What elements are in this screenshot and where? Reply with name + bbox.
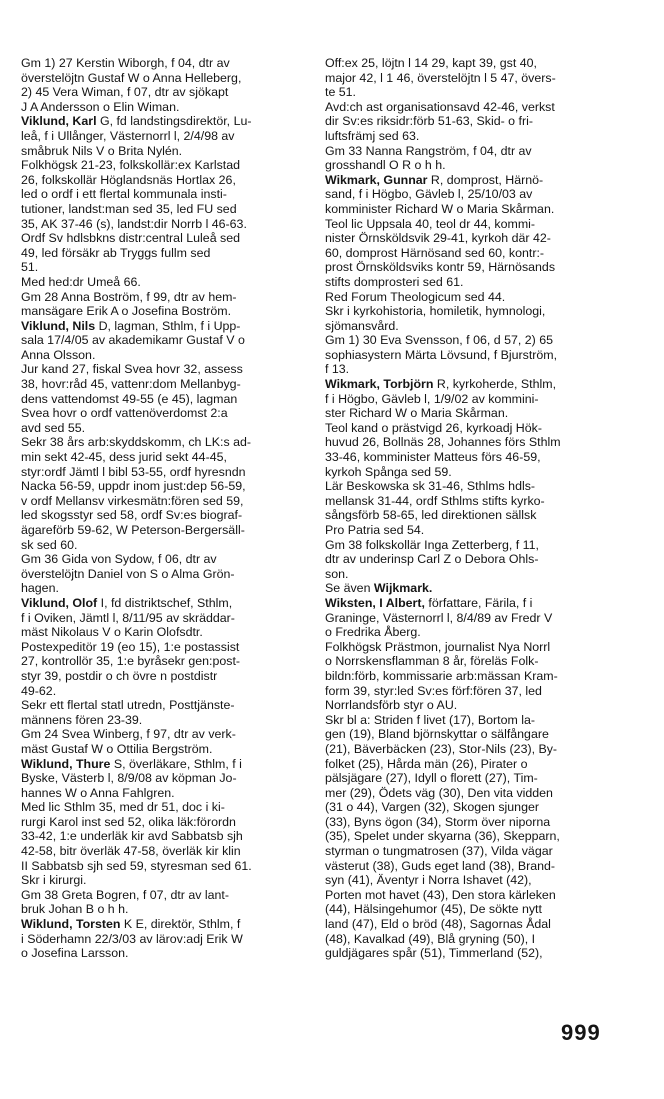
text-line — [21, 392, 315, 407]
text-line — [21, 552, 315, 567]
text-line — [21, 859, 315, 874]
text-line — [21, 144, 315, 159]
text-line — [325, 158, 621, 173]
text-line — [21, 538, 315, 553]
entry-name: Wiklund, Torsten — [21, 917, 121, 932]
line-text: överstelöjtn Daniel von S o Alma Grön- — [21, 566, 235, 581]
text-line — [21, 654, 315, 669]
line-text: avd sed 55. — [21, 420, 86, 435]
text-line — [21, 917, 315, 932]
line-text: II Sabbatsb sjh sed 59, styresman sed 61. — [21, 858, 252, 873]
text-line — [21, 757, 315, 772]
text-line — [325, 231, 621, 246]
text-line — [21, 844, 315, 859]
text-line — [21, 888, 315, 903]
entry-name: Wiksten, I Albert, — [325, 595, 425, 610]
line-text: Byske, Västerb l, 8/9/08 av köpman Jo- — [21, 771, 237, 786]
line-text: Pro Patria sed 54. — [325, 523, 425, 537]
text-line — [21, 946, 315, 961]
text-line — [325, 844, 621, 859]
line-text: f 13. — [325, 362, 350, 377]
text-line — [325, 173, 621, 188]
text-line — [325, 684, 621, 699]
line-text: o Josefina Larsson. — [21, 946, 129, 961]
line-text: Gm 38 folkskollär Inga Zetterberg, f 11, — [325, 537, 539, 552]
line-text: Nacka 56-59, uppdr inom just:dep 56-59, — [21, 479, 246, 494]
line-text: komminister Richard W o Maria Skårman. — [325, 201, 555, 216]
text-line — [325, 56, 621, 71]
text-line — [21, 873, 315, 888]
line-text: ster Richard W o Maria Skårman. — [325, 406, 509, 421]
line-text: styr:ordf Jämtl l bibl 53-55, ordf hyresndn — [21, 464, 246, 479]
text-line — [21, 742, 315, 757]
text-line — [21, 290, 315, 305]
line-text: Sekr ett flertal statl utredn, Posttjänste- — [21, 698, 235, 713]
text-line — [325, 319, 621, 334]
line-text: f i Oviken, Jämtl l, 8/11/95 av skräddar- — [21, 610, 235, 625]
line-text: (48), Kavalkad (49), Blå gryning (50), I — [325, 931, 536, 946]
line-text: (35), Spelet under skyarna (36), Skepparn, — [325, 829, 560, 844]
line-text: mansägare Erik A o Josefina Boström. — [21, 304, 232, 319]
line-text: 33-42, 1:e underläk kir avd Sabbatsb sjh — [21, 829, 243, 844]
text-line — [325, 129, 621, 144]
text-line — [325, 786, 621, 801]
entry-name: Viklund, Nils — [21, 318, 96, 333]
line-text: (44), Hälsingehumor (45), De sökte nytt — [325, 902, 542, 917]
line-text: o Fredrika Åberg. — [325, 625, 421, 640]
line-text: Anna Olsson. — [21, 347, 96, 362]
text-line — [21, 377, 315, 392]
line-text: överstelöjtn Gustaf W o Anna Helleberg, — [21, 70, 242, 85]
text-line — [325, 508, 621, 523]
line-text: form 39, styr:led Sv:es förf:fören 37, led — [325, 683, 542, 698]
line-text: Lär Beskowska sk 31-46, Sthlms hdls- — [325, 479, 536, 494]
text-line — [21, 260, 315, 275]
text-line — [325, 596, 621, 611]
line-text: Gm 1) 30 Eva Svensson, f 06, d 57, 2) 65 — [325, 333, 553, 348]
text-line — [21, 362, 315, 377]
text-line — [325, 100, 621, 115]
text-line — [325, 611, 621, 626]
line-text: S, överläkare, Sthlm, f i — [110, 756, 242, 771]
line-text: bruk Johan B o h h. — [21, 902, 129, 917]
line-text: sala 17/4/05 av akademikamr Gustaf V o — [21, 333, 245, 348]
line-text: Porten mot havet (43), Den stora kärleken — [325, 887, 556, 902]
text-line — [325, 538, 621, 553]
line-text: guldjägares spår (51), Timmerland (52), — [325, 946, 543, 961]
text-line — [325, 567, 621, 582]
line-text: leå, f i Ullånger, Västernorrl l, 2/4/98 av — [21, 128, 235, 143]
line-text: pälsjägare (27), Idyll o florett (27), Tim- — [325, 771, 538, 786]
line-text: v ordf Mellansv virkesmätn:fören sed 59, — [21, 493, 244, 508]
text-line — [21, 567, 315, 582]
line-text: Se även — [325, 581, 374, 596]
entry-name: Viklund, Olof — [21, 595, 98, 610]
line-text: Teol lic Uppsala 40, teol dr 44, kommi- — [325, 216, 536, 231]
line-text: Gm 36 Gida von Sydow, f 06, dtr av — [21, 552, 217, 567]
text-line — [21, 231, 315, 246]
line-text: 42-58, bitr överläk 47-58, överläk kir klin — [21, 844, 241, 859]
text-line — [21, 71, 315, 86]
line-text: syn (41), Äventyr i Norra Ishavet (42), — [325, 873, 532, 888]
text-line — [21, 713, 315, 728]
text-line — [325, 946, 621, 961]
right-column — [325, 56, 621, 961]
text-line — [21, 348, 315, 363]
line-text: Skr i kirurgi. — [21, 873, 87, 888]
text-line — [325, 187, 621, 202]
line-text: Gm 1) 27 Kerstin Wiborgh, f 04, dtr av — [21, 56, 230, 70]
line-text: land (47), Eld o bröd (48), Sagornas Ådal — [325, 917, 551, 932]
text-line — [21, 217, 315, 232]
text-line — [325, 144, 621, 159]
line-text: Med hed:dr Umeå 66. — [21, 274, 141, 289]
cross-reference-name: Wijkmark. — [373, 581, 433, 596]
text-line — [21, 202, 315, 217]
text-line — [21, 829, 315, 844]
text-line — [21, 771, 315, 786]
text-line — [21, 333, 315, 348]
text-line — [325, 377, 621, 392]
line-text: folket (25), Hårda män (26), Pirater o — [325, 756, 528, 771]
line-text: bildn:förb, kommissarie arb:mässan Kram- — [325, 668, 558, 683]
line-text: styrman o tungmatrosen (37), Vilda vägar — [325, 844, 553, 859]
line-text: dtr av underinsp Carl Z o Debora Ohls- — [325, 552, 539, 567]
text-line — [21, 85, 315, 100]
text-line — [21, 129, 315, 144]
text-line — [325, 932, 621, 947]
text-line — [21, 611, 315, 626]
line-text: ägareförb 59-62, W Peterson-Bergersäll- — [21, 523, 245, 537]
line-text: D, lagman, Sthlm, f i Upp- — [95, 318, 241, 333]
text-line — [325, 859, 621, 874]
line-text: sångsförb 58-65, led direktionen sällsk — [325, 508, 537, 523]
line-text: (31 o 44), Vargen (32), Skogen sjunger — [325, 800, 539, 815]
text-line — [325, 888, 621, 903]
text-line — [325, 450, 621, 465]
text-line — [21, 406, 315, 421]
line-text: 49-62. — [21, 683, 57, 698]
line-text: son. — [325, 566, 349, 581]
text-line — [21, 800, 315, 815]
text-line — [325, 85, 621, 100]
text-line — [325, 771, 621, 786]
text-line — [325, 829, 621, 844]
line-text: Folkhögsk 21-23, folkskollär:ex Karlstad — [21, 158, 241, 173]
text-line — [21, 479, 315, 494]
text-line — [325, 217, 621, 232]
text-line — [325, 669, 621, 684]
page-number: 999 — [561, 1020, 601, 1045]
line-text: 38, hovr:råd 45, vattenr:dom Mellanbyg- — [21, 377, 241, 392]
line-text: Sekr 38 års arb:skyddskomm, ch LK:s ad- — [21, 435, 252, 450]
line-text: Teol kand o prästvigd 26, kyrkoadj Hök- — [325, 420, 542, 435]
text-line — [325, 742, 621, 757]
line-text: te 51. — [325, 85, 357, 100]
line-text: huvud 26, Bollnäs 28, Johannes förs Sthlm — [325, 435, 561, 450]
line-text: Gm 33 Nanna Rangström, f 04, dtr av — [325, 143, 532, 158]
line-text: tutioner, landst:man sed 35, led FU sed — [21, 201, 237, 216]
text-line — [325, 523, 621, 538]
text-line — [21, 304, 315, 319]
line-text: hagen. — [21, 581, 59, 596]
line-text: gen (19), Bland björnskyttar o sälfångare — [325, 727, 549, 742]
line-text: Postexpeditör 19 (eo 15), 1:e postassist — [21, 639, 240, 654]
text-line — [21, 173, 315, 188]
text-line — [21, 932, 315, 947]
entry-name: Wikmark, Torbjörn — [325, 377, 434, 392]
left-column — [21, 56, 315, 961]
line-text: Norrlandsförb styr o AU. — [325, 698, 458, 713]
line-text: led skogsstyr sed 58, ordf Sv:es biograf- — [21, 508, 243, 523]
line-text: J A Andersson o Elin Wiman. — [21, 99, 180, 114]
line-text: småbruk Nils V o Brita Nylén. — [21, 143, 183, 158]
line-text: sophiasystern Märta Lövsund, f Bjurström, — [325, 347, 558, 362]
text-line — [21, 669, 315, 684]
text-line — [325, 494, 621, 509]
line-text: Gm 24 Svea Winberg, f 97, dtr av verk- — [21, 727, 236, 742]
text-line — [21, 494, 315, 509]
line-text: rurgi Karol inst sed 52, olika läk:förordn — [21, 814, 236, 829]
line-text: Red Forum Theologicum sed 44. — [325, 289, 506, 304]
line-text: hannes W o Anna Fahlgren. — [21, 785, 175, 800]
line-text: grosshandl O R o h h. — [325, 158, 446, 173]
line-text: (21), Bäverbäcken (23), Stor-Nils (23), By- — [325, 741, 558, 756]
text-line — [21, 523, 315, 538]
text-line — [325, 304, 621, 319]
text-line — [325, 465, 621, 480]
text-line — [21, 421, 315, 436]
text-line — [325, 552, 621, 567]
text-line — [325, 479, 621, 494]
line-text: prost Örnsköldsviks kontr 59, Härnösands — [325, 260, 556, 275]
text-line — [21, 815, 315, 830]
text-line — [21, 100, 315, 115]
text-line — [325, 202, 621, 217]
line-text: mellansk 31-44, ordf Sthlms stifts kyrko- — [325, 493, 545, 508]
line-text: mäst Gustaf W o Ottilia Bergström. — [21, 741, 213, 756]
line-text: luftsfrämj sed 63. — [325, 128, 420, 143]
line-text: sjömansvård. — [325, 318, 399, 333]
line-text: styr 39, postdir o ch övre n postdistr — [21, 668, 218, 683]
line-text: Med lic Sthlm 35, med dr 51, doc i ki- — [21, 800, 225, 815]
line-text: 51. — [21, 260, 39, 275]
text-line — [325, 114, 621, 129]
text-line — [21, 625, 315, 640]
text-line — [21, 187, 315, 202]
line-text: författare, Färila, f i — [424, 595, 533, 610]
line-text: västerut (38), Guds eget land (38), Brand- — [325, 858, 556, 873]
text-line — [21, 56, 315, 71]
line-text: 35, AK 37-46 (s), landst:dir Norrb l 46-63. — [21, 216, 247, 231]
entry-name: Viklund, Karl — [21, 114, 97, 129]
entry-name: Wiklund, Thure — [21, 756, 111, 771]
line-text: mäst Nikolaus V o Karin Olofsdtr. — [21, 625, 203, 640]
text-line — [325, 654, 621, 669]
text-line — [21, 319, 315, 334]
text-line — [325, 800, 621, 815]
line-text: G, fd landstingsdirektör, Lu- — [96, 114, 252, 129]
text-line — [325, 640, 621, 655]
line-text: Skr bl a: Striden f livet (17), Bortom la- — [325, 712, 536, 727]
line-text: Avd:ch ast organisationsavd 42-46, verkst — [325, 99, 555, 114]
text-line — [21, 786, 315, 801]
line-text: i Söderhamn 22/3/03 av lärov:adj Erik W — [21, 931, 243, 946]
line-text: Off:ex 25, löjtn l 14 29, kapt 39, gst 40, — [325, 56, 537, 70]
line-text: Gm 38 Greta Bogren, f 07, dtr av lant- — [21, 887, 229, 902]
text-line — [21, 902, 315, 917]
line-text: o Norrskensflamman 8 år, föreläs Folk- — [325, 654, 539, 669]
line-text: 49, led försäkr ab Tryggs fullm sed — [21, 245, 211, 260]
line-text: 60, domprost Härnösand sed 60, kontr:- — [325, 245, 545, 260]
line-text: Graninge, Västernorrl l, 8/4/89 av Fredr V — [325, 610, 553, 625]
text-line — [325, 713, 621, 728]
line-text: nister Örnsköldsvik 29-41, kyrkoh där 42- — [325, 231, 551, 246]
text-line — [325, 815, 621, 830]
text-line — [21, 640, 315, 655]
text-line — [325, 698, 621, 713]
text-line — [325, 333, 621, 348]
text-line — [21, 246, 315, 261]
text-line — [325, 71, 621, 86]
text-line — [325, 917, 621, 932]
text-line — [325, 421, 621, 436]
line-text: sk sed 60. — [21, 537, 78, 552]
text-line — [325, 435, 621, 450]
text-line — [21, 465, 315, 480]
line-text: K E, direktör, Sthlm, f — [120, 917, 241, 932]
line-text: 33-46, komminister Matteus förs 46-59, — [325, 450, 541, 465]
text-line — [325, 902, 621, 917]
text-line — [21, 698, 315, 713]
line-text: mer (29), Ödets väg (30), Den vita vidden — [325, 785, 553, 800]
text-line — [325, 581, 621, 596]
line-text: dir Sv:es riksidr:förb 51-63, Skid- o fri- — [325, 114, 533, 129]
text-line — [325, 362, 621, 377]
line-text: sand, f i Högbo, Gävleb l, 25/10/03 av — [325, 187, 533, 202]
text-line — [325, 625, 621, 640]
entry-name: Wikmark, Gunnar — [325, 172, 428, 187]
line-text: major 42, l 1 46, överstelöjtn l 5 47, övers- — [325, 70, 556, 85]
text-line — [21, 114, 315, 129]
text-line — [21, 508, 315, 523]
text-line — [325, 873, 621, 888]
line-text: Ordf Sv hdlsbkns distr:central Luleå sed — [21, 231, 241, 246]
line-text: dens vattendomst 49-55 (e 45), lagman — [21, 391, 238, 406]
text-line — [21, 581, 315, 596]
text-line — [21, 727, 315, 742]
line-text: Folkhögsk Prästmon, journalist Nya Norrl — [325, 639, 551, 654]
text-line — [325, 290, 621, 305]
text-line — [21, 596, 315, 611]
line-text: 27, kontrollör 35, 1:e byråsekr gen:post- — [21, 654, 241, 669]
text-line — [325, 727, 621, 742]
line-text: R, kyrkoherde, Sthlm, — [433, 377, 557, 392]
line-text: min sekt 42-45, dess jurid sekt 44-45, — [21, 450, 227, 465]
line-text: männens fören 23-39. — [21, 712, 143, 727]
text-line — [325, 406, 621, 421]
line-text: Skr i kyrkohistoria, homiletik, hymnologi, — [325, 304, 546, 319]
line-text: f i Högbo, Gävleb l, 1/9/02 av kommini- — [325, 391, 539, 406]
line-text: I, fd distriktschef, Sthlm, — [97, 595, 233, 610]
line-text: (33), Byns ögon (34), Storm över niporna — [325, 814, 551, 829]
text-line — [325, 392, 621, 407]
text-line — [325, 275, 621, 290]
text-line — [325, 348, 621, 363]
line-text: 26, folkskollär Höglandsnäs Hortlax 26, — [21, 172, 236, 187]
line-text: 2) 45 Vera Wiman, f 07, dtr av sjökapt — [21, 85, 229, 100]
line-text: kyrkoh Spånga sed 59. — [325, 464, 452, 479]
text-line — [21, 450, 315, 465]
text-line — [21, 275, 315, 290]
text-line — [325, 246, 621, 261]
text-line — [21, 435, 315, 450]
line-text: stifts domprosteri sed 61. — [325, 274, 464, 289]
text-line — [325, 757, 621, 772]
line-text: R, domprost, Härnö- — [427, 172, 544, 187]
line-text: Jur kand 27, fiskal Svea hovr 32, assess — [21, 362, 243, 377]
text-line — [21, 684, 315, 699]
line-text: Svea hovr o ordf vattenöverdomst 2:a — [21, 406, 228, 421]
text-line — [21, 158, 315, 173]
text-line — [325, 260, 621, 275]
line-text: led o ordf i ett flertal kommunala insti- — [21, 187, 227, 202]
line-text: Gm 28 Anna Boström, f 99, dtr av hem- — [21, 289, 237, 304]
